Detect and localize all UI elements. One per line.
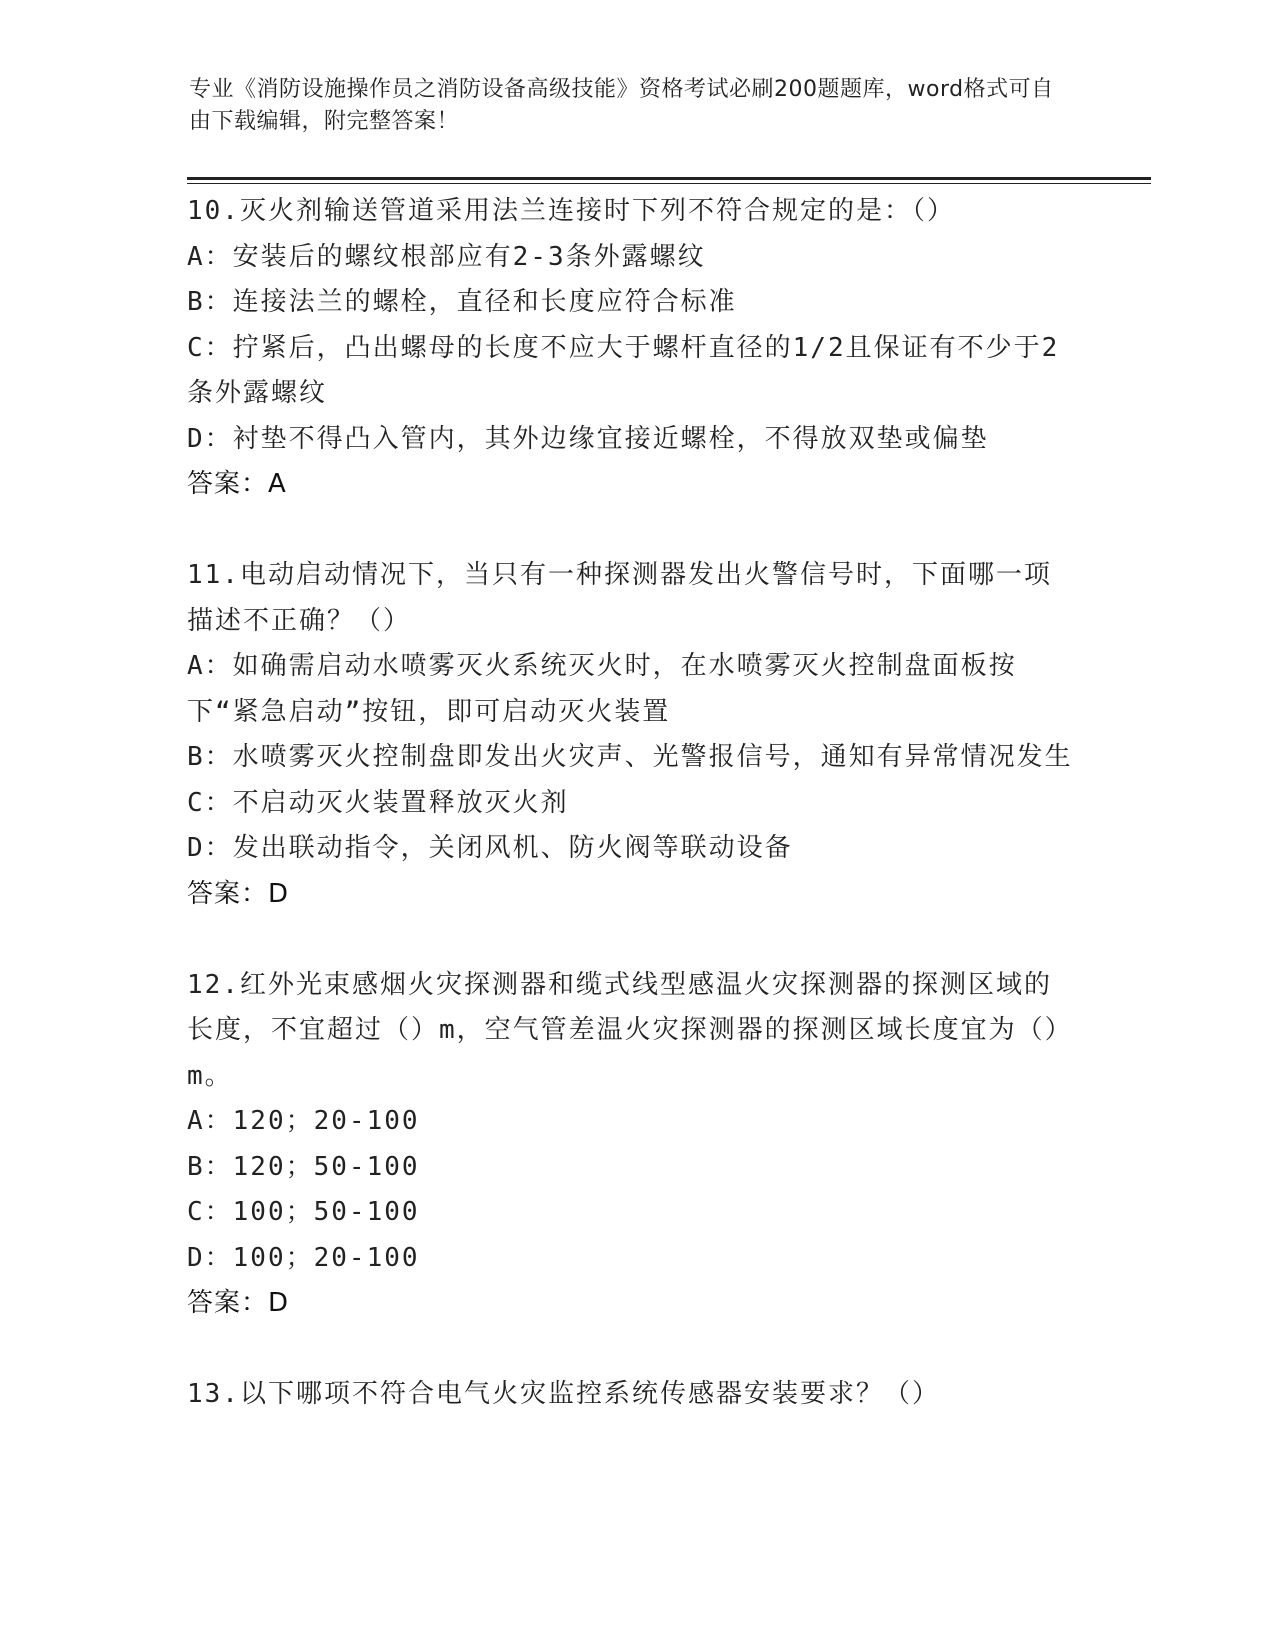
- answer-text: 答案：D: [187, 878, 290, 909]
- option-a: A：120；20-100: [187, 1106, 420, 1136]
- question-11: [187, 553, 1077, 917]
- question-spacer: [187, 1327, 1077, 1373]
- option-c: C：不启动灭火装置释放灭火剂: [187, 787, 569, 818]
- question-list: [187, 189, 1077, 1418]
- document-header: 专业《消防设施操作员之消防设备高级技能》资格考试必刷200题题库，word格式可自由下载编辑，附完整答案！: [189, 77, 1054, 134]
- option-c: C：拧紧后，凸出螺母的长度不应大于螺杆直径的1/2且保证有不少于2条外露螺纹: [187, 332, 1060, 408]
- question-spacer: [187, 508, 1077, 554]
- header-divider-thick: [187, 177, 1151, 180]
- option-d: D：衬垫不得凸入管内，其外边缘宜接近螺栓，不得放双垫或偏垫: [187, 423, 989, 454]
- option-b: B：120；50-100: [187, 1151, 420, 1182]
- question-12: [187, 963, 1077, 1327]
- header-divider-thin: [187, 183, 1151, 184]
- option-d: D：100；20-100: [187, 1242, 420, 1273]
- question-stem: 12.红外光束感烟火灾探测器和缆式线型感温火灾探测器的探测区域的长度，不宜超过（）m，空气管差温火灾探测器的探测区域长度宜为（）m。: [187, 969, 1073, 1091]
- option-b: B：连接法兰的螺栓，直径和长度应符合标准: [187, 287, 737, 317]
- option-c: C：100；50-100: [187, 1197, 420, 1227]
- option-a: A：如确需启动水喷雾灭火系统灭火时，在水喷雾灭火控制盘面板按下“紧急启动”按钮，即可启动灭火装置: [187, 651, 1017, 727]
- option-b: B：水喷雾灭火控制盘即发出火灾声、光警报信号，通知有异常情况发生: [187, 742, 1073, 772]
- question-10: [187, 189, 1077, 508]
- question-13: [187, 1372, 1077, 1418]
- answer-text: 答案：D: [187, 1288, 290, 1318]
- question-stem: 10.灭火剂输送管道采用法兰连接时下列不符合规定的是：（）: [187, 196, 955, 226]
- question-stem: 13.以下哪项不符合电气火灾监控系统传感器安装要求？（）: [187, 1379, 940, 1409]
- option-d: D：发出联动指令，关闭风机、防火阀等联动设备: [187, 833, 793, 863]
- question-spacer: [187, 917, 1077, 963]
- answer-text: 答案：A: [187, 469, 287, 499]
- question-stem: 11.电动启动情况下，当只有一种探测器发出火警信号时，下面哪一项描述不正确？（）: [187, 560, 1052, 636]
- option-a: A：安装后的螺纹根部应有2-3条外露螺纹: [187, 241, 706, 272]
